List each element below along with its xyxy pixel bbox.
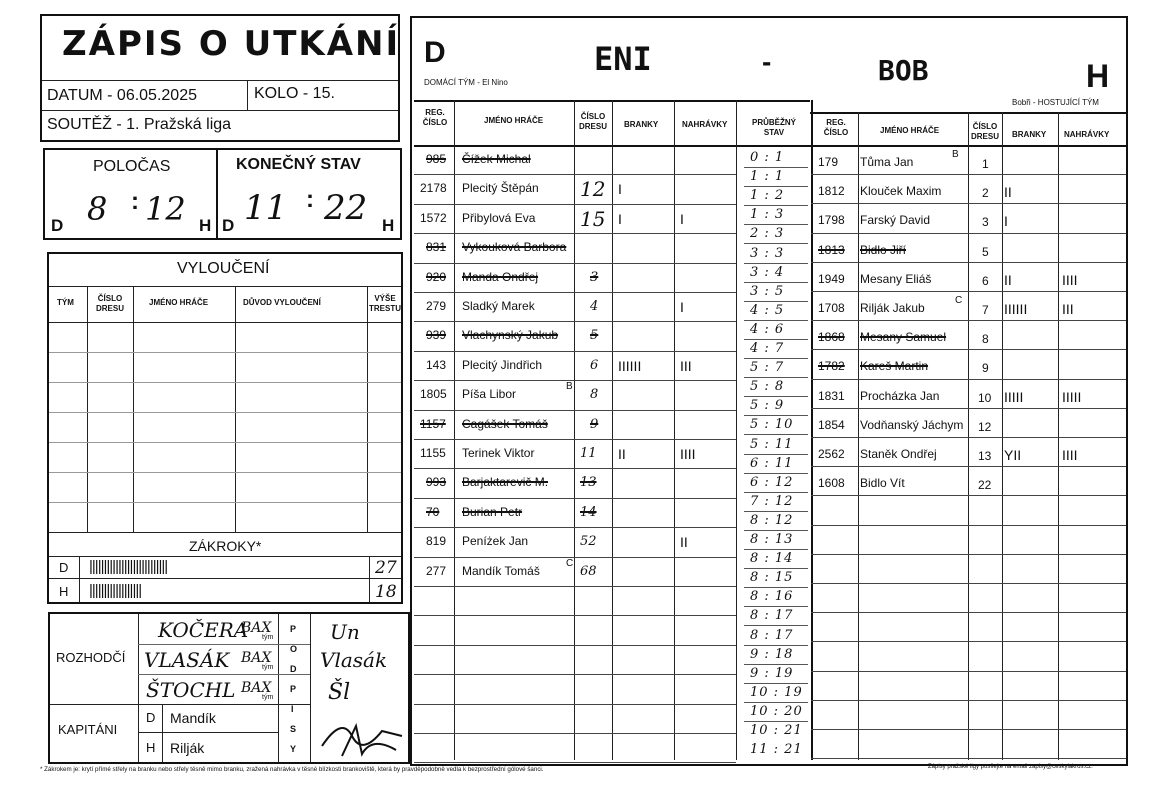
side-h-label: H — [199, 216, 212, 235]
running-score-entry: 4 : 5 — [750, 302, 785, 318]
running-score-entry: 3 : 5 — [750, 283, 785, 299]
away-player-reg: 1798 — [818, 213, 845, 228]
exclusions-header-penalty: VÝŠE TRESTU — [369, 294, 401, 313]
running-score-entry: 10 : 20 — [750, 703, 803, 719]
away-col-assists: NAHRÁVKY — [1064, 130, 1110, 139]
halftime-box — [43, 148, 218, 240]
officials-box — [48, 612, 410, 764]
running-score-entry: 8 : 17 — [750, 608, 794, 624]
final-side-h-label: H — [382, 216, 395, 235]
saves-title: ZÁKROKY* — [189, 538, 262, 554]
running-score-entry: 1 : 1 — [750, 169, 785, 185]
home-col-assists: NAHRÁVKY — [682, 120, 728, 129]
away-player-reg: 1868 — [818, 330, 845, 345]
home-caption: DOMÁCÍ TÝM - El Nino — [424, 78, 508, 87]
final-side-d-label: D — [222, 216, 235, 235]
captain-h-side: H — [146, 740, 156, 755]
running-score-entry: 8 : 13 — [750, 532, 794, 547]
away-player-name: Vodňanský Jáchym — [860, 417, 964, 432]
halftime-separator: : — [131, 188, 139, 215]
running-score-entry: 0 : 1 — [750, 150, 785, 165]
home-player-reg: 143 — [426, 357, 447, 372]
home-player-name: Vykouková Barbora — [462, 240, 567, 255]
running-score-entry: 4 : 6 — [750, 321, 785, 337]
away-col-number: ČÍSLO DRESU — [970, 122, 999, 141]
home-col-goals: BRANKY — [624, 120, 659, 129]
exclusions-header-number: ČÍSLO DRESU — [95, 294, 124, 313]
home-player-reg: 1572 — [420, 210, 447, 225]
away-player-reg: 1782 — [818, 359, 845, 374]
away-player-name: Klouček Maxim — [860, 184, 942, 199]
referee-1-team-caption: tým — [262, 634, 274, 641]
running-score-entry: 11 : 21 — [750, 742, 803, 758]
home-player-name: Terinek Viktor — [462, 446, 535, 460]
captain-d-name: Mandík — [170, 710, 216, 726]
home-player-role: C — [566, 557, 574, 569]
footnote-right: Zápisy pražské ligy posílejte na email zapisy@ceskylakros.cz. — [928, 764, 1093, 770]
home-player-number: 52 — [580, 534, 597, 550]
footnote-left: * Zákrokem je: krytí přímé střely na branku nebo střely těsně mimo branku, zražená nahrávka v těsné blízkosti brankoviště, která by pravděpodobně vedla k bezprostřední gólové šanci. — [40, 766, 544, 773]
saves-h-label: H — [59, 584, 69, 599]
away-player-number: 12 — [978, 419, 992, 434]
away-player-number: 22 — [978, 478, 992, 493]
home-player-role: B — [566, 381, 573, 393]
home-player-number: 15 — [580, 206, 606, 231]
podpis-i: I — [291, 704, 294, 714]
signature-1: Un — [330, 620, 360, 644]
away-caption: Bobři - HOSTUJÍCÍ TÝM — [1012, 98, 1099, 107]
saves-h-total: 18 — [375, 582, 397, 602]
referee-1: KOČERA — [158, 618, 249, 642]
running-score-entry: 9 : 19 — [750, 665, 794, 681]
home-player-number: 12 — [580, 177, 606, 202]
home-player-name: Peníżek Jan — [462, 534, 529, 549]
running-score-entry: 5 : 9 — [750, 398, 785, 414]
home-col-reg: REG. ČÍSLO — [422, 108, 448, 127]
running-score-header: PRŮBĚŽNÝ STAV — [751, 118, 796, 137]
referee-3: ŠTOCHL — [146, 678, 236, 702]
away-player-goals: IIIIII — [1004, 301, 1028, 317]
away-player-goals: IIIII — [1004, 388, 1024, 405]
away-player-name: Kareš Martin — [860, 359, 929, 374]
away-player-number: 5 — [982, 244, 989, 259]
home-player-goals: II — [618, 446, 626, 462]
home-player-number: 6 — [590, 357, 599, 373]
halftime-label: POLOČAS — [93, 158, 171, 175]
away-abbr: BOB — [878, 54, 929, 87]
home-letter: D — [424, 36, 446, 69]
home-player-goals: I — [618, 181, 622, 198]
home-player-assists: I — [680, 299, 684, 315]
away-player-number: 7 — [982, 303, 989, 317]
home-player-name: Burian Petr — [462, 504, 523, 519]
home-player-reg: 1157 — [420, 416, 446, 431]
podpis-p1: P — [290, 624, 297, 634]
home-player-goals: I — [618, 210, 622, 227]
referee-1-team: BAX — [241, 620, 272, 636]
running-score-entry: 5 : 8 — [750, 379, 785, 395]
running-score-entry: 1 : 3 — [750, 207, 785, 223]
away-col-name: JMÉNO HRÁČE — [880, 126, 940, 135]
saves-h-tally: |||||||||||||||||| — [89, 582, 142, 599]
captain-signatures — [312, 706, 408, 762]
running-score-entry: 8 : 16 — [750, 589, 794, 605]
running-score-entry: 3 : 4 — [750, 264, 785, 280]
running-score-entry: 8 : 15 — [750, 570, 794, 586]
signature-3: Šl — [328, 680, 351, 705]
final-score-box — [216, 148, 402, 240]
home-player-number: 3 — [590, 269, 599, 285]
home-player-reg: 985 — [426, 152, 447, 166]
final-separator: : — [306, 186, 314, 213]
running-score-entry: 4 : 7 — [750, 341, 785, 356]
home-player-assists: III — [680, 357, 692, 374]
away-player-assists: III — [1062, 301, 1074, 317]
podpis-y: Y — [290, 744, 297, 754]
home-col-name: JMÉNO HRÁČE — [484, 116, 544, 125]
away-player-reg: 2562 — [818, 447, 845, 461]
halftime-away-score: 12 — [145, 190, 186, 228]
away-player-goals: II — [1004, 184, 1012, 201]
home-player-reg: 70 — [426, 504, 440, 519]
home-player-name: Manda Ondřej — [462, 269, 539, 284]
running-score-entry: 5 : 7 — [750, 360, 785, 376]
home-player-reg: 277 — [426, 563, 447, 578]
away-player-reg: 1608 — [818, 476, 845, 491]
home-player-reg: 1805 — [420, 387, 447, 402]
referee-2-team-caption: tým — [262, 664, 274, 671]
podpis-s: S — [290, 724, 297, 734]
away-col-reg: REG. ČÍSLO — [823, 118, 849, 137]
away-player-assists: IIIII — [1062, 388, 1082, 405]
running-score-entry: 8 : 12 — [750, 512, 794, 528]
away-player-name: Bidlo Vít — [860, 476, 905, 491]
running-score-entry: 8 : 17 — [750, 627, 794, 643]
home-player-assists: IIII — [680, 446, 696, 462]
away-player-role: C — [955, 295, 963, 306]
home-player-assists: II — [680, 534, 688, 551]
running-score-entry: 3 : 3 — [750, 245, 785, 261]
home-player-number: 5 — [590, 328, 599, 344]
home-player-reg: 831 — [426, 240, 447, 255]
home-player-name: Barjaktarevič M. — [462, 475, 549, 490]
away-player-reg: 179 — [818, 155, 839, 169]
home-player-reg: 920 — [426, 269, 447, 284]
referees-label: ROZHODČÍ — [56, 650, 126, 665]
podpis-p2: P — [290, 684, 297, 694]
away-player-reg: 1708 — [818, 301, 845, 315]
away-player-name: Mesany Eliáš — [860, 271, 932, 286]
home-player-number: 11 — [580, 446, 597, 461]
away-player-name: Mesany Samuel — [860, 330, 947, 345]
home-player-name: Sladký Marek — [462, 299, 535, 313]
home-player-number: 4 — [590, 299, 599, 314]
home-player-reg: 993 — [426, 475, 447, 490]
away-player-goals: II — [1004, 271, 1012, 288]
running-score-entry: 2 : 3 — [750, 226, 785, 242]
halftime-home-score: 8 — [87, 190, 108, 228]
captain-d-side: D — [146, 710, 156, 725]
away-player-reg: 1949 — [818, 271, 845, 286]
running-score-entry: 6 : 12 — [750, 474, 794, 490]
home-player-name: Mandík Tomáš — [462, 563, 540, 578]
home-player-name: Vlachynský Jakub — [462, 328, 559, 343]
running-score-entry: 6 : 11 — [750, 455, 794, 471]
away-player-reg: 1812 — [818, 184, 845, 199]
away-player-name: Tůma Jan — [860, 155, 914, 169]
title-box — [40, 14, 400, 142]
referee-3-team: BAX — [241, 680, 272, 696]
exclusions-box — [47, 252, 403, 604]
exclusions-title: VYLOUČENÍ — [177, 260, 270, 277]
home-player-reg: 2178 — [420, 181, 447, 196]
away-player-goals: YII — [1004, 447, 1022, 463]
running-score-entry: 1 : 2 — [750, 188, 785, 204]
home-player-name: Cagášek Tomáš — [462, 416, 548, 431]
competition: SOUTĚŽ - 1. Pražská liga — [47, 116, 232, 133]
home-player-assists: I — [680, 210, 684, 227]
home-player-number: 9 — [590, 416, 599, 432]
away-player-goals: I — [1004, 213, 1008, 230]
running-score-entry: 8 : 14 — [750, 551, 794, 567]
away-player-name: Bidlo Jiří — [860, 242, 907, 257]
away-player-reg: 1831 — [818, 388, 845, 403]
home-player-reg: 279 — [426, 299, 447, 313]
page-title: ZÁPIS O UTKÁNÍ — [62, 24, 401, 64]
running-score-entry: 10 : 21 — [750, 723, 803, 738]
side-d-label: D — [51, 216, 64, 235]
referee-2-team: BAX — [241, 650, 272, 666]
exclusions-header-reason: DŮVOD VYLOUČENÍ — [243, 298, 321, 307]
away-col-goals: BRANKY — [1012, 130, 1047, 139]
home-col-number: ČÍSLO DRESU — [578, 112, 607, 131]
home-player-reg: 939 — [426, 328, 447, 343]
final-home-score: 11 — [244, 188, 288, 228]
home-player-goals: IIIIII — [618, 357, 642, 374]
score-dash: - — [762, 46, 772, 77]
home-player-name: Píša Libor — [462, 387, 517, 402]
running-score-entry: 10 : 19 — [750, 684, 803, 700]
captains-label: KAPITÁNI — [58, 722, 118, 737]
match-date: DATUM - 06.05.2025 — [47, 87, 197, 104]
home-player-number: 8 — [590, 387, 599, 403]
away-player-name: Procházka Jan — [860, 388, 940, 403]
home-player-number: 13 — [580, 475, 597, 491]
running-score-entry: 5 : 11 — [750, 436, 794, 452]
away-player-assists: IIII — [1062, 447, 1078, 463]
home-abbr: ENI — [594, 40, 652, 78]
home-player-name: Přibylová Eva — [462, 210, 536, 225]
away-letter: H — [1086, 58, 1110, 94]
home-player-name: Plecitý Štěpán — [462, 181, 539, 196]
podpis-d: D — [290, 664, 297, 674]
away-player-name: Staněk Ondřej — [860, 447, 937, 461]
home-player-number: 14 — [580, 504, 597, 520]
running-score-entry: 9 : 18 — [750, 646, 794, 662]
away-player-number: 10 — [978, 390, 992, 405]
round-number: KOLO - 15. — [254, 85, 335, 102]
saves-d-tally: ||||||||||||||||||||||||||| — [89, 558, 168, 575]
home-player-number: 68 — [580, 563, 597, 579]
away-player-name: Rilják Jakub — [860, 301, 925, 315]
exclusions-header-team: TÝM — [57, 298, 74, 307]
away-player-number: 6 — [982, 273, 989, 288]
final-score-label: KONEČNÝ STAV — [236, 156, 361, 173]
home-player-name: Čížek Michal — [462, 152, 531, 166]
signature-2: Vlasák — [320, 648, 388, 672]
running-score-entry: 7 : 12 — [750, 493, 794, 509]
away-player-number: 9 — [982, 361, 989, 376]
away-player-number: 2 — [982, 186, 989, 201]
referee-3-team-caption: tým — [262, 694, 274, 701]
away-player-number: 1 — [982, 157, 989, 171]
home-player-reg: 1155 — [420, 446, 446, 460]
away-player-number: 8 — [982, 332, 989, 347]
away-player-number: 3 — [982, 215, 989, 230]
referee-2: VLASÁK — [144, 648, 230, 672]
saves-d-label: D — [59, 560, 69, 575]
saves-d-total: 27 — [375, 558, 397, 578]
podpis-o: O — [290, 644, 298, 654]
running-score-entry: 5 : 10 — [750, 417, 794, 433]
away-player-reg: 1813 — [818, 242, 845, 257]
captain-h-name: Rilják — [170, 740, 205, 756]
away-player-role: B — [952, 149, 959, 160]
final-away-score: 22 — [324, 188, 368, 228]
home-player-name: Plecitý Jindřich — [462, 357, 543, 372]
exclusions-header-name: JMÉNO HRÁČE — [149, 298, 209, 307]
away-player-reg: 1854 — [818, 417, 845, 432]
away-player-name: Farský David — [860, 213, 931, 228]
away-player-number: 13 — [978, 449, 992, 463]
home-player-reg: 819 — [426, 534, 447, 549]
away-player-assists: IIII — [1062, 271, 1078, 288]
